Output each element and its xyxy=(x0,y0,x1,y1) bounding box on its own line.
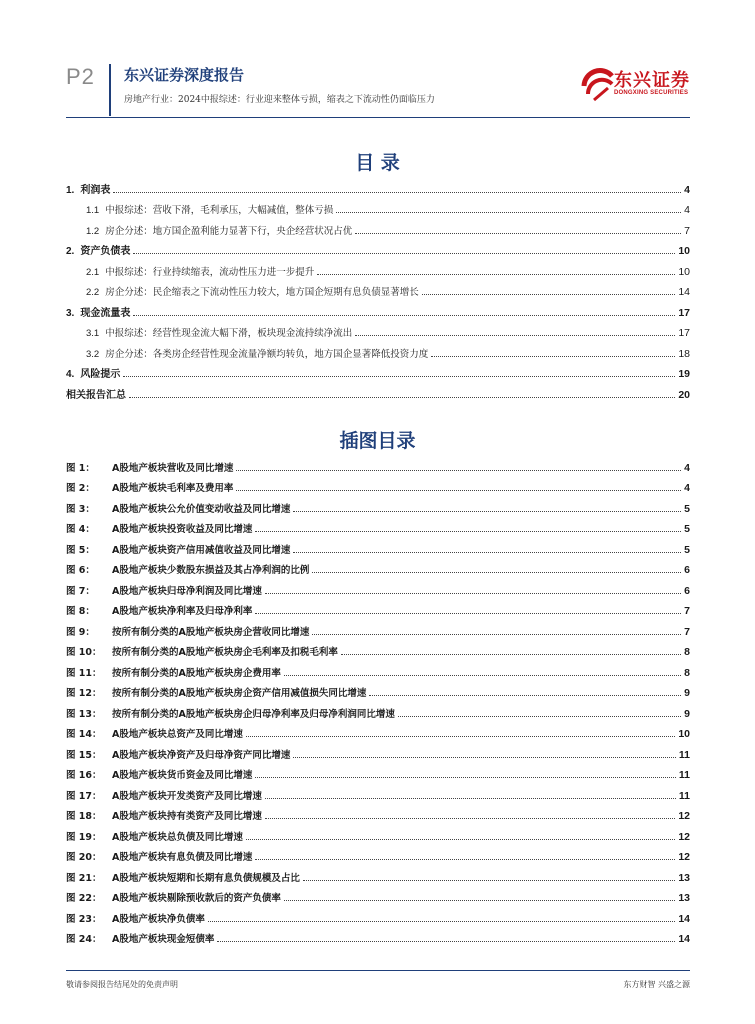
figure-number: 图 9： xyxy=(66,626,95,638)
figure-number: 图 19： xyxy=(66,831,102,843)
header-rule xyxy=(66,117,690,118)
figure-entry[interactable] xyxy=(66,723,690,744)
figure-number: 图 17： xyxy=(66,790,102,802)
toc-entry-text: 利润表 xyxy=(80,184,111,196)
toc-entry[interactable] xyxy=(66,240,690,261)
dot-leader xyxy=(246,735,675,737)
figure-number: 图 14： xyxy=(66,729,102,740)
toc-entry-label xyxy=(86,346,428,363)
toc-entry-number: 1.2 xyxy=(86,225,100,237)
toc-entry[interactable] xyxy=(66,260,690,281)
figure-caption: A股地产板块货币资金及同比增速 xyxy=(112,770,253,781)
figure-entry[interactable] xyxy=(66,702,690,723)
figure-number: 图 10： xyxy=(66,647,102,658)
figure-entry[interactable] xyxy=(66,661,690,682)
figure-number: 图 7： xyxy=(66,585,95,597)
toc-entry-label xyxy=(66,181,110,199)
figure-number: 图 1： xyxy=(66,462,95,474)
figure-entry-label xyxy=(66,767,252,784)
figure-entry-label xyxy=(66,706,395,723)
figure-entry-label xyxy=(66,583,262,600)
figure-entry-page: 13 xyxy=(678,892,690,904)
figure-entry-label xyxy=(66,890,281,907)
figure-entry[interactable] xyxy=(66,518,690,539)
figure-entry[interactable] xyxy=(66,559,690,580)
dot-leader xyxy=(312,633,681,635)
dot-leader xyxy=(355,334,675,336)
figure-caption: A股地产板块总负债及同比增速 xyxy=(112,831,243,843)
figure-entry-label xyxy=(66,829,243,846)
toc-entry-label xyxy=(66,386,126,404)
figure-entry[interactable] xyxy=(66,743,690,764)
figure-caption: 按所有制分类的A股地产板块房企资产信用减值损失同比增速 xyxy=(112,688,367,699)
toc-entry-number: 1. xyxy=(66,184,75,196)
figure-entry[interactable] xyxy=(66,907,690,928)
figure-entry-page: 9 xyxy=(684,687,690,699)
dot-leader xyxy=(422,293,676,295)
toc-entry[interactable] xyxy=(66,219,690,240)
figure-entry[interactable] xyxy=(66,866,690,887)
figure-entry[interactable] xyxy=(66,846,690,867)
dot-leader xyxy=(284,674,681,676)
figure-entry-page: 11 xyxy=(678,748,690,761)
figure-entry[interactable] xyxy=(66,641,690,662)
figure-number: 图 24： xyxy=(66,934,102,945)
figure-caption: A股地产板块净资产及归母净资产同比增速 xyxy=(112,749,291,761)
dot-leader xyxy=(133,314,675,316)
dot-leader xyxy=(208,920,675,922)
figure-caption: 按所有制分类的A股地产板块房企费用率 xyxy=(112,667,281,679)
toc-entry[interactable] xyxy=(66,363,690,384)
toc-entry[interactable] xyxy=(66,383,690,404)
figure-entry[interactable] xyxy=(66,456,690,477)
logo-cn-text: 东兴证券 xyxy=(614,70,690,91)
toc-entry-page: 10 xyxy=(678,265,690,278)
dot-leader xyxy=(293,510,681,512)
figure-number: 图 8： xyxy=(66,606,95,617)
toc-entry-page: 19 xyxy=(678,368,690,380)
figure-entry-page: 12 xyxy=(678,851,690,863)
toc-entry[interactable] xyxy=(66,342,690,363)
toc-entry-text: 资产负债表 xyxy=(80,246,131,257)
toc-entry-text: 房企分述：民企缩表之下流动性压力较大，地方国企短期有息负债显著增长 xyxy=(105,287,419,298)
dot-leader xyxy=(341,653,681,655)
toc-entry[interactable] xyxy=(66,281,690,302)
figure-entry-page: 7 xyxy=(684,625,690,638)
figure-entry-label xyxy=(66,542,290,559)
toc-entry-label xyxy=(86,284,419,301)
dot-leader xyxy=(355,232,681,234)
figure-number: 图 11： xyxy=(66,667,102,679)
figure-caption: A股地产板块资产信用减值收益及同比增速 xyxy=(112,544,291,556)
dot-leader xyxy=(133,252,675,254)
dot-leader xyxy=(236,469,681,471)
figure-entry-label xyxy=(66,460,233,477)
figure-number: 图 4： xyxy=(66,524,95,535)
figure-entry-label xyxy=(66,685,366,702)
toc-list xyxy=(66,178,690,404)
figure-caption: A股地产板块少数股东损益及其占净利润的比例 xyxy=(112,565,310,576)
figure-caption: A股地产板块净利率及归母净利率 xyxy=(112,606,253,617)
footer-rule xyxy=(66,970,690,971)
figure-caption: A股地产板块净负债率 xyxy=(112,913,205,925)
toc-entry-text: 中报综述：行业持续缩表，流动性压力进一步提升 xyxy=(105,266,315,278)
toc-entry-page: 17 xyxy=(678,327,690,339)
footer-slogan: 东方财智 兴盛之源 xyxy=(623,980,690,989)
figure-entry-label xyxy=(66,624,309,641)
toc-entry-label xyxy=(86,223,352,240)
toc-entry-number: 3.1 xyxy=(86,328,100,339)
dot-leader xyxy=(431,355,675,357)
figure-entry-label xyxy=(66,911,205,928)
figure-entry-page: 8 xyxy=(684,646,690,658)
figure-entry-page: 5 xyxy=(684,543,690,556)
figure-number: 图 5： xyxy=(66,544,95,556)
figure-number: 图 22： xyxy=(66,893,102,904)
toc-entry-number: 1.1 xyxy=(86,205,100,216)
figure-caption: A股地产板块总资产及同比增速 xyxy=(112,729,243,740)
figure-entry-label xyxy=(66,501,290,518)
figure-entry-page: 7 xyxy=(684,605,690,617)
toc-entry-label xyxy=(86,325,352,342)
dot-leader xyxy=(265,592,681,594)
figure-entry[interactable] xyxy=(66,887,690,908)
figure-entry-page: 10 xyxy=(678,728,690,740)
figure-entry[interactable] xyxy=(66,682,690,703)
figure-number: 图 6： xyxy=(66,565,95,576)
toc-entry-label xyxy=(66,242,130,260)
toc-entry-number: 3. xyxy=(66,307,75,319)
figure-entry-page: 11 xyxy=(678,769,690,781)
dot-leader xyxy=(303,879,675,881)
toc-entry-text: 房企分述：各类房企经营性现金流量净额均转负，地方国企显著降低投资力度 xyxy=(105,348,429,360)
figure-entry-page: 9 xyxy=(684,707,690,720)
toc-entry-page: 14 xyxy=(678,286,690,298)
page-header xyxy=(0,0,755,120)
figure-list xyxy=(66,456,690,948)
dot-leader xyxy=(236,489,681,491)
report-subtitle: 房地产行业：2024中报综述：行业迎来整体亏损，缩表之下流动性仍面临压力 xyxy=(124,95,435,105)
figure-caption: A股地产板块剔除预收款后的资产负债率 xyxy=(112,893,281,904)
toc-entry-text: 现金流量表 xyxy=(80,307,131,319)
figure-entry[interactable] xyxy=(66,825,690,846)
dot-leader xyxy=(293,756,676,758)
toc-entry-label xyxy=(66,365,120,383)
dot-leader xyxy=(317,273,675,275)
dot-leader xyxy=(398,715,681,717)
figure-entry[interactable] xyxy=(66,579,690,600)
figure-caption: A股地产板块投资收益及同比增速 xyxy=(112,524,253,535)
figure-entry-page: 8 xyxy=(684,666,690,679)
figure-entry-label xyxy=(66,726,243,743)
dot-leader xyxy=(312,571,681,573)
toc-entry[interactable] xyxy=(66,178,690,199)
dot-leader xyxy=(255,612,681,614)
figure-entry-page: 12 xyxy=(678,810,690,822)
toc-entry-number: 2.1 xyxy=(86,266,100,278)
toc-entry[interactable] xyxy=(66,199,690,220)
figure-entry-page: 14 xyxy=(678,912,690,925)
figure-entry-label xyxy=(66,849,252,866)
figure-entry[interactable] xyxy=(66,764,690,785)
dot-leader xyxy=(129,396,675,398)
disclaimer-note: 敬请参阅报告结尾处的免责声明 xyxy=(66,980,178,989)
toc-entry-text: 风险提示 xyxy=(80,369,121,380)
toc-entry-number: 2.2 xyxy=(86,287,100,298)
figure-caption: 按所有制分类的A股地产板块房企毛利率及扣税毛利率 xyxy=(112,647,338,658)
toc-entry[interactable] xyxy=(66,322,690,343)
figure-caption: A股地产板块归母净利润及同比增速 xyxy=(112,585,262,597)
toc-entry-label xyxy=(86,264,314,281)
toc-entry-page: 7 xyxy=(684,224,690,237)
toc-entry-page: 4 xyxy=(684,183,690,196)
figure-entry[interactable] xyxy=(66,784,690,805)
dot-leader xyxy=(284,899,675,901)
dot-leader xyxy=(113,191,681,193)
figure-caption: A股地产板块持有类资产及同比增速 xyxy=(112,811,262,822)
toc-entry-text: 中报综述：经营性现金流大幅下滑，板块现金流持续净流出 xyxy=(105,328,353,339)
figure-number: 图 21： xyxy=(66,872,102,884)
figure-number: 图 3： xyxy=(66,503,95,515)
figure-number: 图 16： xyxy=(66,770,102,781)
figure-entry[interactable] xyxy=(66,620,690,641)
toc-entry-text: 房企分述：地方国企盈利能力显著下行，央企经营状况占优 xyxy=(105,225,353,237)
figure-entry-label xyxy=(66,931,214,948)
dot-leader xyxy=(265,817,675,819)
dot-leader xyxy=(369,694,681,696)
figure-entry-label xyxy=(66,521,252,538)
toc-entry-number: 4. xyxy=(66,369,75,380)
figure-entry-page: 5 xyxy=(684,502,690,515)
figure-entry-label xyxy=(66,870,300,887)
dot-leader xyxy=(255,776,676,778)
figure-entry-label xyxy=(66,480,233,497)
figure-entry[interactable] xyxy=(66,477,690,498)
figure-entry-page: 4 xyxy=(684,461,690,474)
figure-caption: A股地产板块开发类资产及同比增速 xyxy=(112,790,262,802)
figure-entry[interactable] xyxy=(66,497,690,518)
figure-entry[interactable] xyxy=(66,600,690,621)
toc-entry-text: 相关报告汇总 xyxy=(66,389,126,401)
dot-leader xyxy=(217,940,675,942)
dot-leader xyxy=(336,211,681,213)
dot-leader xyxy=(246,838,675,840)
figures-title: 插图目录 xyxy=(339,430,416,452)
figure-entry[interactable] xyxy=(66,805,690,826)
figure-number: 图 15： xyxy=(66,749,102,761)
figure-entry-label xyxy=(66,747,290,764)
figure-entry-page: 12 xyxy=(678,830,690,843)
dot-leader xyxy=(255,858,675,860)
figure-entry-page: 13 xyxy=(678,871,690,884)
figure-entry-page: 11 xyxy=(678,789,690,802)
toc-entry-page: 10 xyxy=(678,245,690,257)
figure-caption: A股地产板块短期和长期有息负债规模及占比 xyxy=(112,872,300,884)
toc-title: 目 录 xyxy=(355,152,400,174)
header-divider xyxy=(109,64,111,116)
toc-entry[interactable] xyxy=(66,301,690,322)
dot-leader xyxy=(123,375,675,377)
page-number: P2 xyxy=(66,64,95,89)
figure-number: 图 13： xyxy=(66,708,102,720)
figure-entry[interactable] xyxy=(66,538,690,559)
figure-entry-page: 6 xyxy=(684,584,690,597)
toc-entry-page: 20 xyxy=(678,388,690,401)
report-title: 东兴证券深度报告 xyxy=(124,66,245,84)
figure-caption: A股地产板块营收及同比增速 xyxy=(112,462,234,474)
figure-caption: A股地产板块现金短债率 xyxy=(112,934,215,945)
dot-leader xyxy=(255,530,681,532)
figure-entry-label xyxy=(66,562,309,579)
figure-number: 图 20： xyxy=(66,852,102,863)
figure-caption: 按所有制分类的A股地产板块房企归母净利率及归母净利润同比增速 xyxy=(112,708,395,720)
toc-entry-text: 中报综述：营收下滑，毛利承压，大幅减值，整体亏损 xyxy=(105,205,334,216)
figure-entry-page: 5 xyxy=(684,523,690,535)
toc-entry-number: 2. xyxy=(66,246,75,257)
figure-number: 图 18： xyxy=(66,811,102,822)
figure-entry-label xyxy=(66,808,262,825)
figure-caption: A股地产板块毛利率及费用率 xyxy=(112,483,234,494)
dot-leader xyxy=(265,797,676,799)
dot-leader xyxy=(293,551,681,553)
figure-entry-label xyxy=(66,665,281,682)
figure-entry-page: 6 xyxy=(684,564,690,576)
figure-entry-page: 4 xyxy=(684,482,690,494)
figure-caption: A股地产板块有息负债及同比增速 xyxy=(112,852,253,863)
figure-number: 图 2： xyxy=(66,483,95,494)
figure-number: 图 12： xyxy=(66,688,102,699)
figure-entry-label xyxy=(66,644,338,661)
figure-caption: 按所有制分类的A股地产板块房企营收同比增速 xyxy=(112,626,310,638)
toc-entry-page: 18 xyxy=(678,347,690,360)
figure-entry-label xyxy=(66,603,252,620)
figure-entry[interactable] xyxy=(66,928,690,949)
toc-entry-label xyxy=(86,202,333,219)
logo-en-text: DONGXING SECURITIES xyxy=(614,90,689,96)
figure-number: 图 23： xyxy=(66,913,102,925)
figure-caption: A股地产板块公允价值变动收益及同比增速 xyxy=(112,503,291,515)
toc-entry-label xyxy=(66,304,130,322)
figure-entry-label xyxy=(66,788,262,805)
toc-entry-page: 17 xyxy=(678,306,690,319)
toc-entry-page: 4 xyxy=(684,204,690,216)
figure-entry-page: 14 xyxy=(678,933,690,945)
toc-entry-number: 3.2 xyxy=(86,348,100,360)
